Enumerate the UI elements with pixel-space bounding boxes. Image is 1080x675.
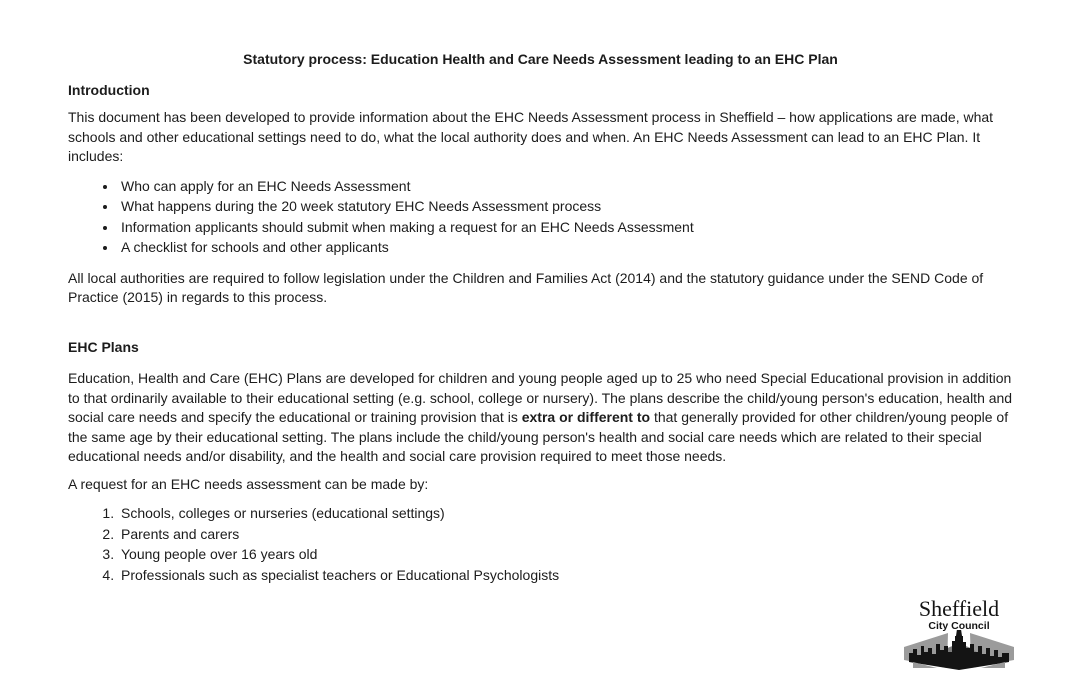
ehc-plans-paragraph xyxy=(68,369,1013,467)
ehc-plans-text-part2: that generally provided for other children/young people of the same age by their educational setting. The plans include the child/young person's health and social care needs which are related to their special educational needs and/or disability, and the health and social care provision required to meet those needs. xyxy=(68,409,1009,464)
section-heading-ehc-plans: EHC Plans xyxy=(68,338,139,355)
request-paragraph: A request for an EHC needs assessment can be made by: xyxy=(68,475,429,492)
sheffield-logo-graphic xyxy=(903,596,1015,674)
ehc-plans-text-part1: Education, Health and Care (EHC) Plans are developed for children and young people aged up to 25 who need Special Educational provision in addition to that ordinarily available to their educational setting (e.g. school, college or nursery). The plans describe the child/young person's education, health and social care needs and specify the educational or training provision that is xyxy=(68,370,1013,425)
list-item-information-applicants: • Information applicants should submit when making a request for an EHC Needs Assessment xyxy=(118,218,1013,238)
list-item-what-happens: • What happens during the 20 week statutory EHC Needs Assessment process xyxy=(118,197,1013,217)
section-heading-introduction: Introduction xyxy=(68,81,150,98)
logo-text-sheffield: Sheffield xyxy=(918,596,1000,621)
document-title: Statutory process: Education Health and Care Needs Assessment leading to an EHC Plan xyxy=(243,51,838,67)
list-item-young-people: 3. Young people over 16 years old xyxy=(118,545,1013,565)
introduction-paragraph: This document has been developed to provide information about the EHC Needs Assessment process in Sheffield – how applications are made, what schools and other educational settings need to do, what the local authority does and when. An EHC Needs Assessment can lead to an EHC Plan. It includes: xyxy=(68,109,994,164)
list-item-checklist: • A checklist for schools and other applicants xyxy=(118,238,1013,258)
document-content xyxy=(68,0,1013,586)
list-item-professionals: 4. Professionals such as specialist teachers or Educational Psychologists xyxy=(118,566,1013,586)
list-item-parents: 2. Parents and carers xyxy=(118,525,1013,545)
list-item-schools: 1. Schools, colleges or nurseries (educational settings) xyxy=(118,504,1013,524)
includes-bullet-list xyxy=(68,177,1013,258)
ehc-plans-bold-phrase: extra or different to xyxy=(521,409,651,425)
list-item-who-can-apply: • Who can apply for an EHC Needs Assessment xyxy=(118,177,1013,197)
legislation-paragraph: All local authorities are required to follow legislation under the Children and Families Act (2014) and the statutory guidance under the SEND Code of Practice (2015) in regards to this process. xyxy=(68,269,984,305)
sheffield-city-council-logo xyxy=(903,596,1015,674)
request-numbered-list xyxy=(68,504,1013,585)
logo-text-city-council: City Council xyxy=(928,620,990,632)
